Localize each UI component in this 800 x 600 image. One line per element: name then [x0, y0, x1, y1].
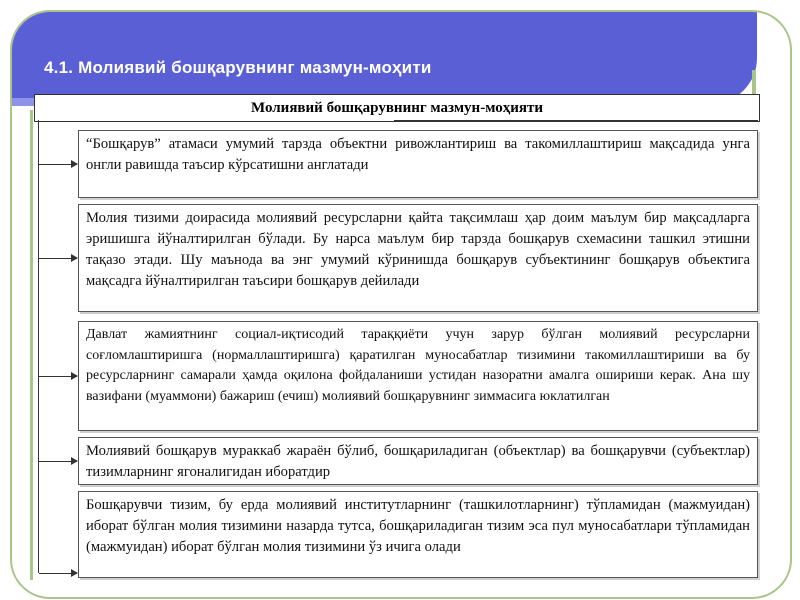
diagram: [34, 94, 760, 584]
frame-side-line: [30, 110, 33, 580]
definition-text-1: “Бошқарув” атамаси умумий тарзда объектни ривожлантириш ва такомиллаштириш мақсадида унга онгли равишда таъсир кўрсатишни англатади: [86, 136, 750, 173]
diagram-header: Молиявий бошқарувнинг мазмун-моҳияти: [34, 94, 760, 122]
definition-text-4: Молиявий бошқарув мураккаб жараён бўлиб, бошқариладиган (объектлар) ва бошқарувчи (субъектлар) тизимларнинг ягоналигидан иборатдир: [86, 443, 750, 480]
definition-text-3: Давлат жамиятнинг социал-иқтисодий тараққиёти учун зарур бўлган молиявий ресурсларни соғломлаштиришга (нормаллаштиришга) қаратилган муносабатлар тизимини такомиллаштириши ва бу ресурсларнинг самарали ҳамда оқилона фойдаланиши устидан назоратни амалга ошириши керак. Ана шу вазифани (муаммони) бажариш (ечиш) молиявий бошқарувнинг зиммасига юклатилган: [86, 327, 750, 404]
definition-box-3: [78, 321, 758, 431]
arrow-1: [39, 164, 77, 165]
definition-box-5: [78, 491, 758, 578]
arrow-4: [39, 461, 77, 462]
definition-box-4: [78, 437, 758, 485]
definition-box-1: [78, 130, 758, 198]
definition-text-5: Бошқарувчи тизим, бу ерда молиявий институтларнинг (ташкилотларнинг) тўпламидан (мажмуидан) иборат бўлган молия тизимини назарда тутса, бошқариладиган тизим эса пул муносабатлари тўпламидан (мажмуидан) иборат бўлган молия тизимини ўз ичига олади: [86, 497, 750, 555]
header-underline: [394, 120, 758, 121]
slide-title: 4.1. Молиявий бошқарувнинг мазмун-моҳити: [44, 58, 432, 77]
arrow-3: [39, 376, 77, 377]
arrow-5: [39, 573, 77, 574]
arrow-2: [39, 258, 77, 259]
definition-text-2: Молия тизими доирасида молиявий ресурсларни қайта тақсимлаш ҳар доим маълум бир мақсадларга эришишга йўналтирилган бўлади. Бу нарса маълум бир тарзда бошқарув схемасини ташкил этишни тақазо этади. Шу маънода ва энг умумий кўринишда бошқарув субъектининг бошқарув объектига мақсадга йўналтирилган таъсири бошқарув дейилади: [86, 210, 750, 289]
definition-box-2: [78, 204, 758, 312]
connector-line: [38, 120, 39, 573]
